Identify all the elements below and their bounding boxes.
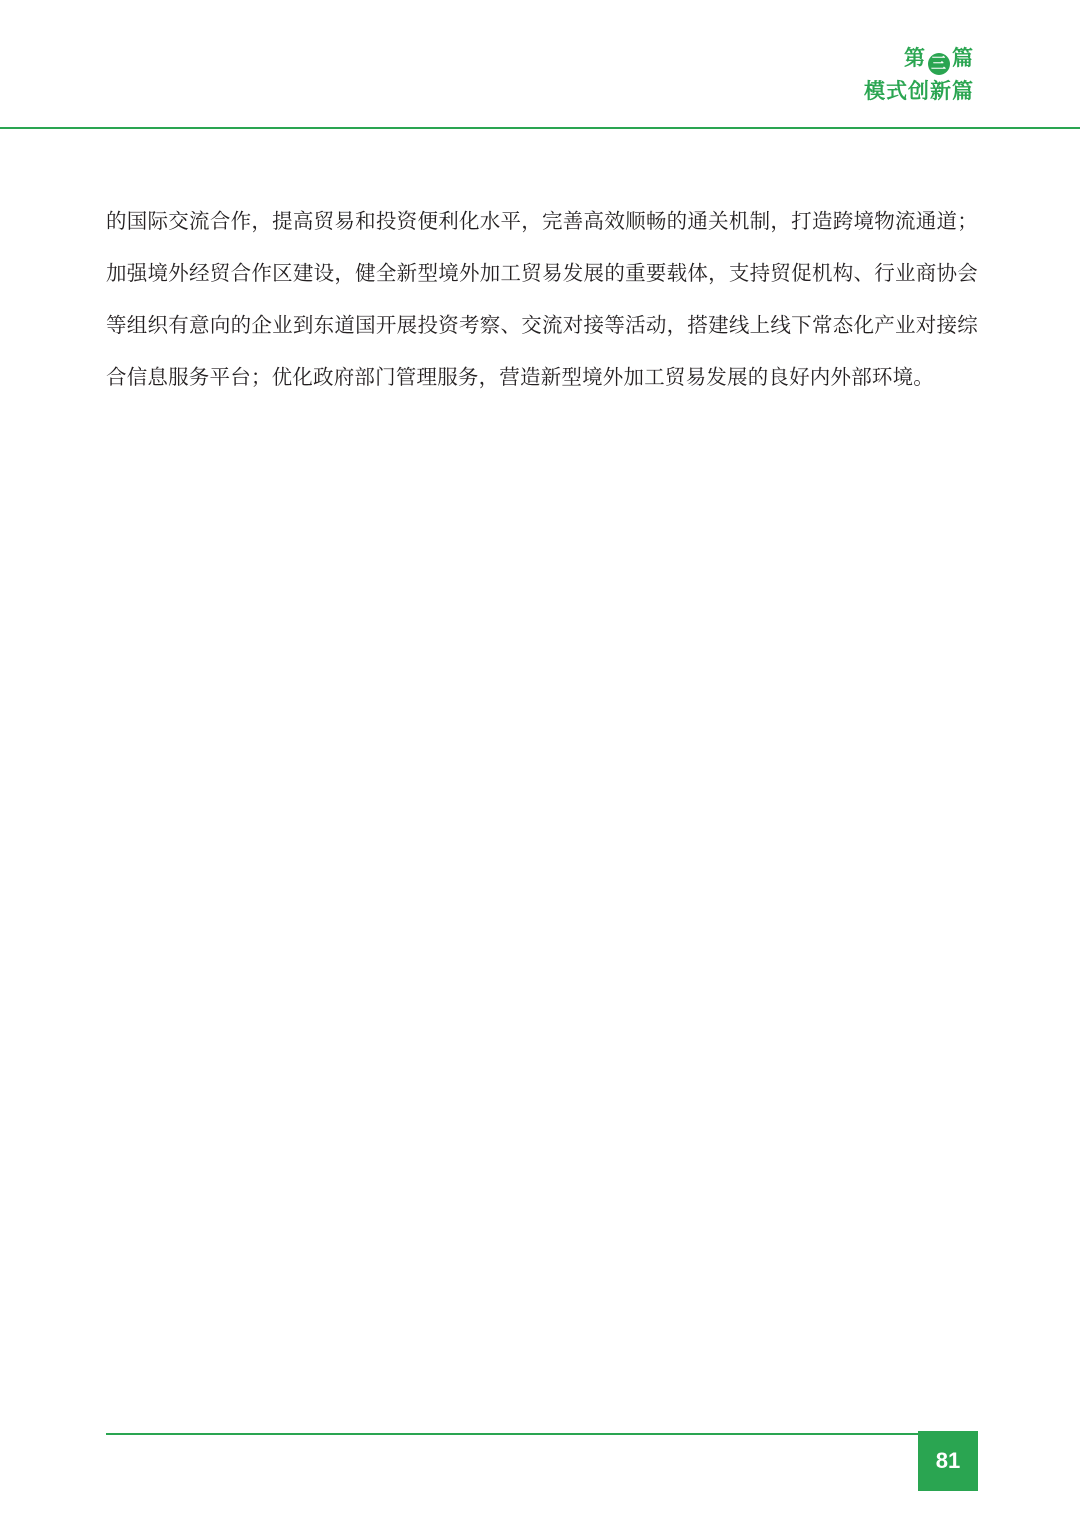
header-divider (0, 127, 1080, 129)
body-paragraph: 的国际交流合作，提高贸易和投资便利化水平，完善高效顺畅的通关机制，打造跨境物流通道；加强境外经贸合作区建设，健全新型境外加工贸易发展的重要载体，支持贸促机构、行业商协会等组织有意向的企业到东道国开展投资考察、交流对接等活动，搭建线上线下常态化产业对接综合信息服务平台；优化政府部门管理服务，营造新型境外加工贸易发展的良好内外部环境。 (106, 210, 978, 389)
footer-divider (106, 1433, 978, 1435)
page-header (864, 46, 974, 105)
header-part-title: 模式创新篇 (864, 80, 974, 103)
header-part-number-badge: 三 (928, 53, 950, 75)
header-part-suffix: 篇 (952, 47, 974, 70)
page-number: 81 (918, 1431, 978, 1491)
header-part-label (864, 46, 974, 75)
header-part-prefix: 第 (904, 47, 926, 70)
